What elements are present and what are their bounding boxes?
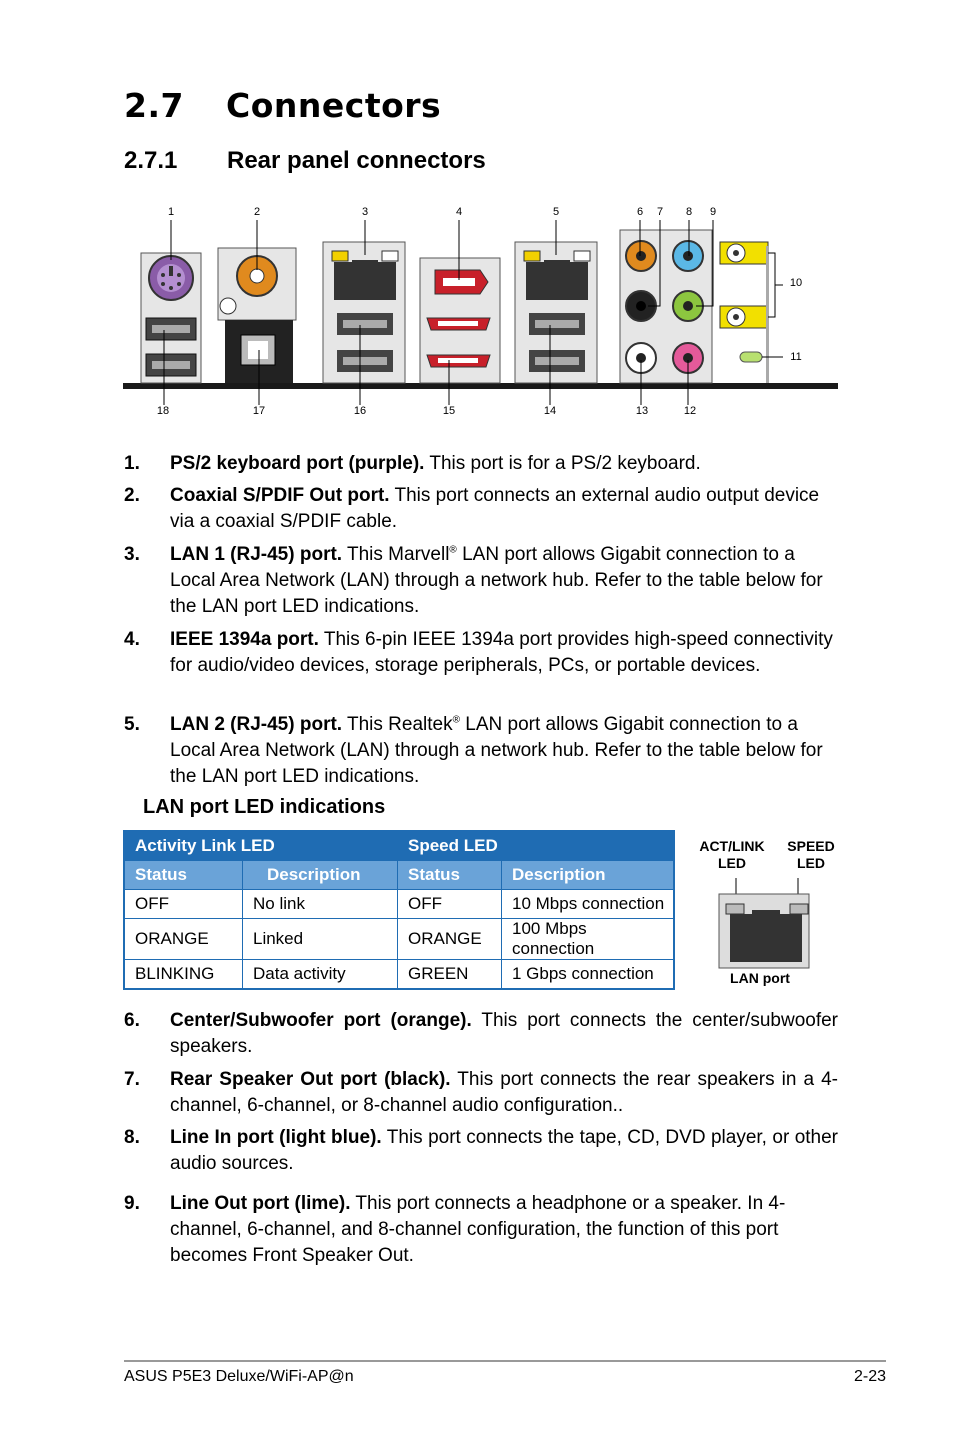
- lan-port-caption: LAN port: [730, 970, 790, 986]
- lan-led-table: [123, 830, 675, 990]
- speed-led-label: SPEED LED: [787, 838, 835, 871]
- lan1-usb-block: [323, 242, 405, 383]
- callout-10: 10: [789, 277, 803, 289]
- item-5: 5. LAN 2 (RJ-45) port. This Realtek® LAN port allows Gigabit connection to a Local Area Network (LAN) through a network hub. Refer to the table below for the LAN port LED indications.: [124, 714, 823, 787]
- item-7: 7. Rear Speaker Out port (black). This port connects the rear speakers in a 4-channel, 6-channel, or 8-channel audio configuration..: [124, 1069, 839, 1116]
- item-2: 2. Coaxial S/PDIF Out port. This port connects an external audio output device via a coaxial S/PDIF cable.: [124, 485, 820, 532]
- callout-14: 14: [543, 405, 557, 417]
- item-4: 4. IEEE 1394a port. This 6-pin IEEE 1394a port provides high-speed connectivity for audio/video devices, storage peripherals, PCs, or portable devices.: [124, 629, 833, 676]
- callout-11: 11: [790, 351, 802, 363]
- item-8: 8. Line In port (light blue). This port connects the tape, CD, DVD player, or other audio sources.: [124, 1127, 839, 1174]
- footer-page-number: 2-23: [853, 1368, 886, 1385]
- footer-divider: [124, 1360, 886, 1362]
- lan-port-illustration: [716, 876, 816, 970]
- rear-panel-illustration: [120, 220, 840, 405]
- callout-8: 8: [685, 206, 693, 218]
- footer-product-name: ASUS P5E3 Deluxe/WiFi-AP@n: [124, 1368, 354, 1385]
- table-group-header: Activity Link LED Speed LED: [124, 831, 674, 861]
- table-row: ORANGE Linked ORANGE 100 Mbps connection: [124, 919, 674, 960]
- led-table-title: LAN port LED indications: [143, 796, 386, 818]
- callout-4: 4: [455, 206, 463, 218]
- item-9: 9. Line Out port (lime). This port connects a headphone or a speaker. In 4-channel, 6-channel, and 8-channel configuration, the function of this port becomes Front Speaker Out.: [124, 1193, 786, 1266]
- ieee1394-esata-block: [420, 258, 500, 383]
- callout-16: 16: [353, 405, 367, 417]
- callout-2: 2: [253, 206, 261, 218]
- callout-7: 7: [656, 206, 664, 218]
- callout-3: 3: [361, 206, 369, 218]
- table-row: OFF No link OFF 10 Mbps connection: [124, 890, 674, 919]
- callout-9: 9: [709, 206, 717, 218]
- act-link-led-label: ACT/LINK LED: [699, 838, 765, 871]
- item-6: 6. Center/Subwoofer port (orange). This port connects the center/subwoofer speakers.: [124, 1010, 838, 1057]
- subsection-heading: 2.7.1 Rear panel connectors: [124, 147, 486, 174]
- item-1: 1. PS/2 keyboard port (purple). This port is for a PS/2 keyboard.: [124, 453, 701, 474]
- table-column-header: Status Description Status Description: [124, 861, 674, 890]
- callout-17: 17: [252, 405, 266, 417]
- wifi-antenna-connectors: [720, 242, 769, 383]
- item-3: 3. LAN 1 (RJ-45) port. This Marvell® LAN port allows Gigabit connection to a Local Area Network (LAN) through a network hub. Refer to the table below for the LAN port LED indications.: [124, 544, 823, 617]
- callout-18: 18: [156, 405, 170, 417]
- table-row: BLINKING Data activity GREEN 1 Gbps connection: [124, 960, 674, 990]
- callout-6: 6: [636, 206, 644, 218]
- callout-1: 1: [167, 206, 175, 218]
- section-heading: 2.7 Connectors: [124, 86, 442, 125]
- lan2-usb-block: [515, 242, 597, 383]
- callout-15: 15: [442, 405, 456, 417]
- callout-13: 13: [635, 405, 649, 417]
- callout-12: 12: [683, 405, 697, 417]
- callout-5: 5: [552, 206, 560, 218]
